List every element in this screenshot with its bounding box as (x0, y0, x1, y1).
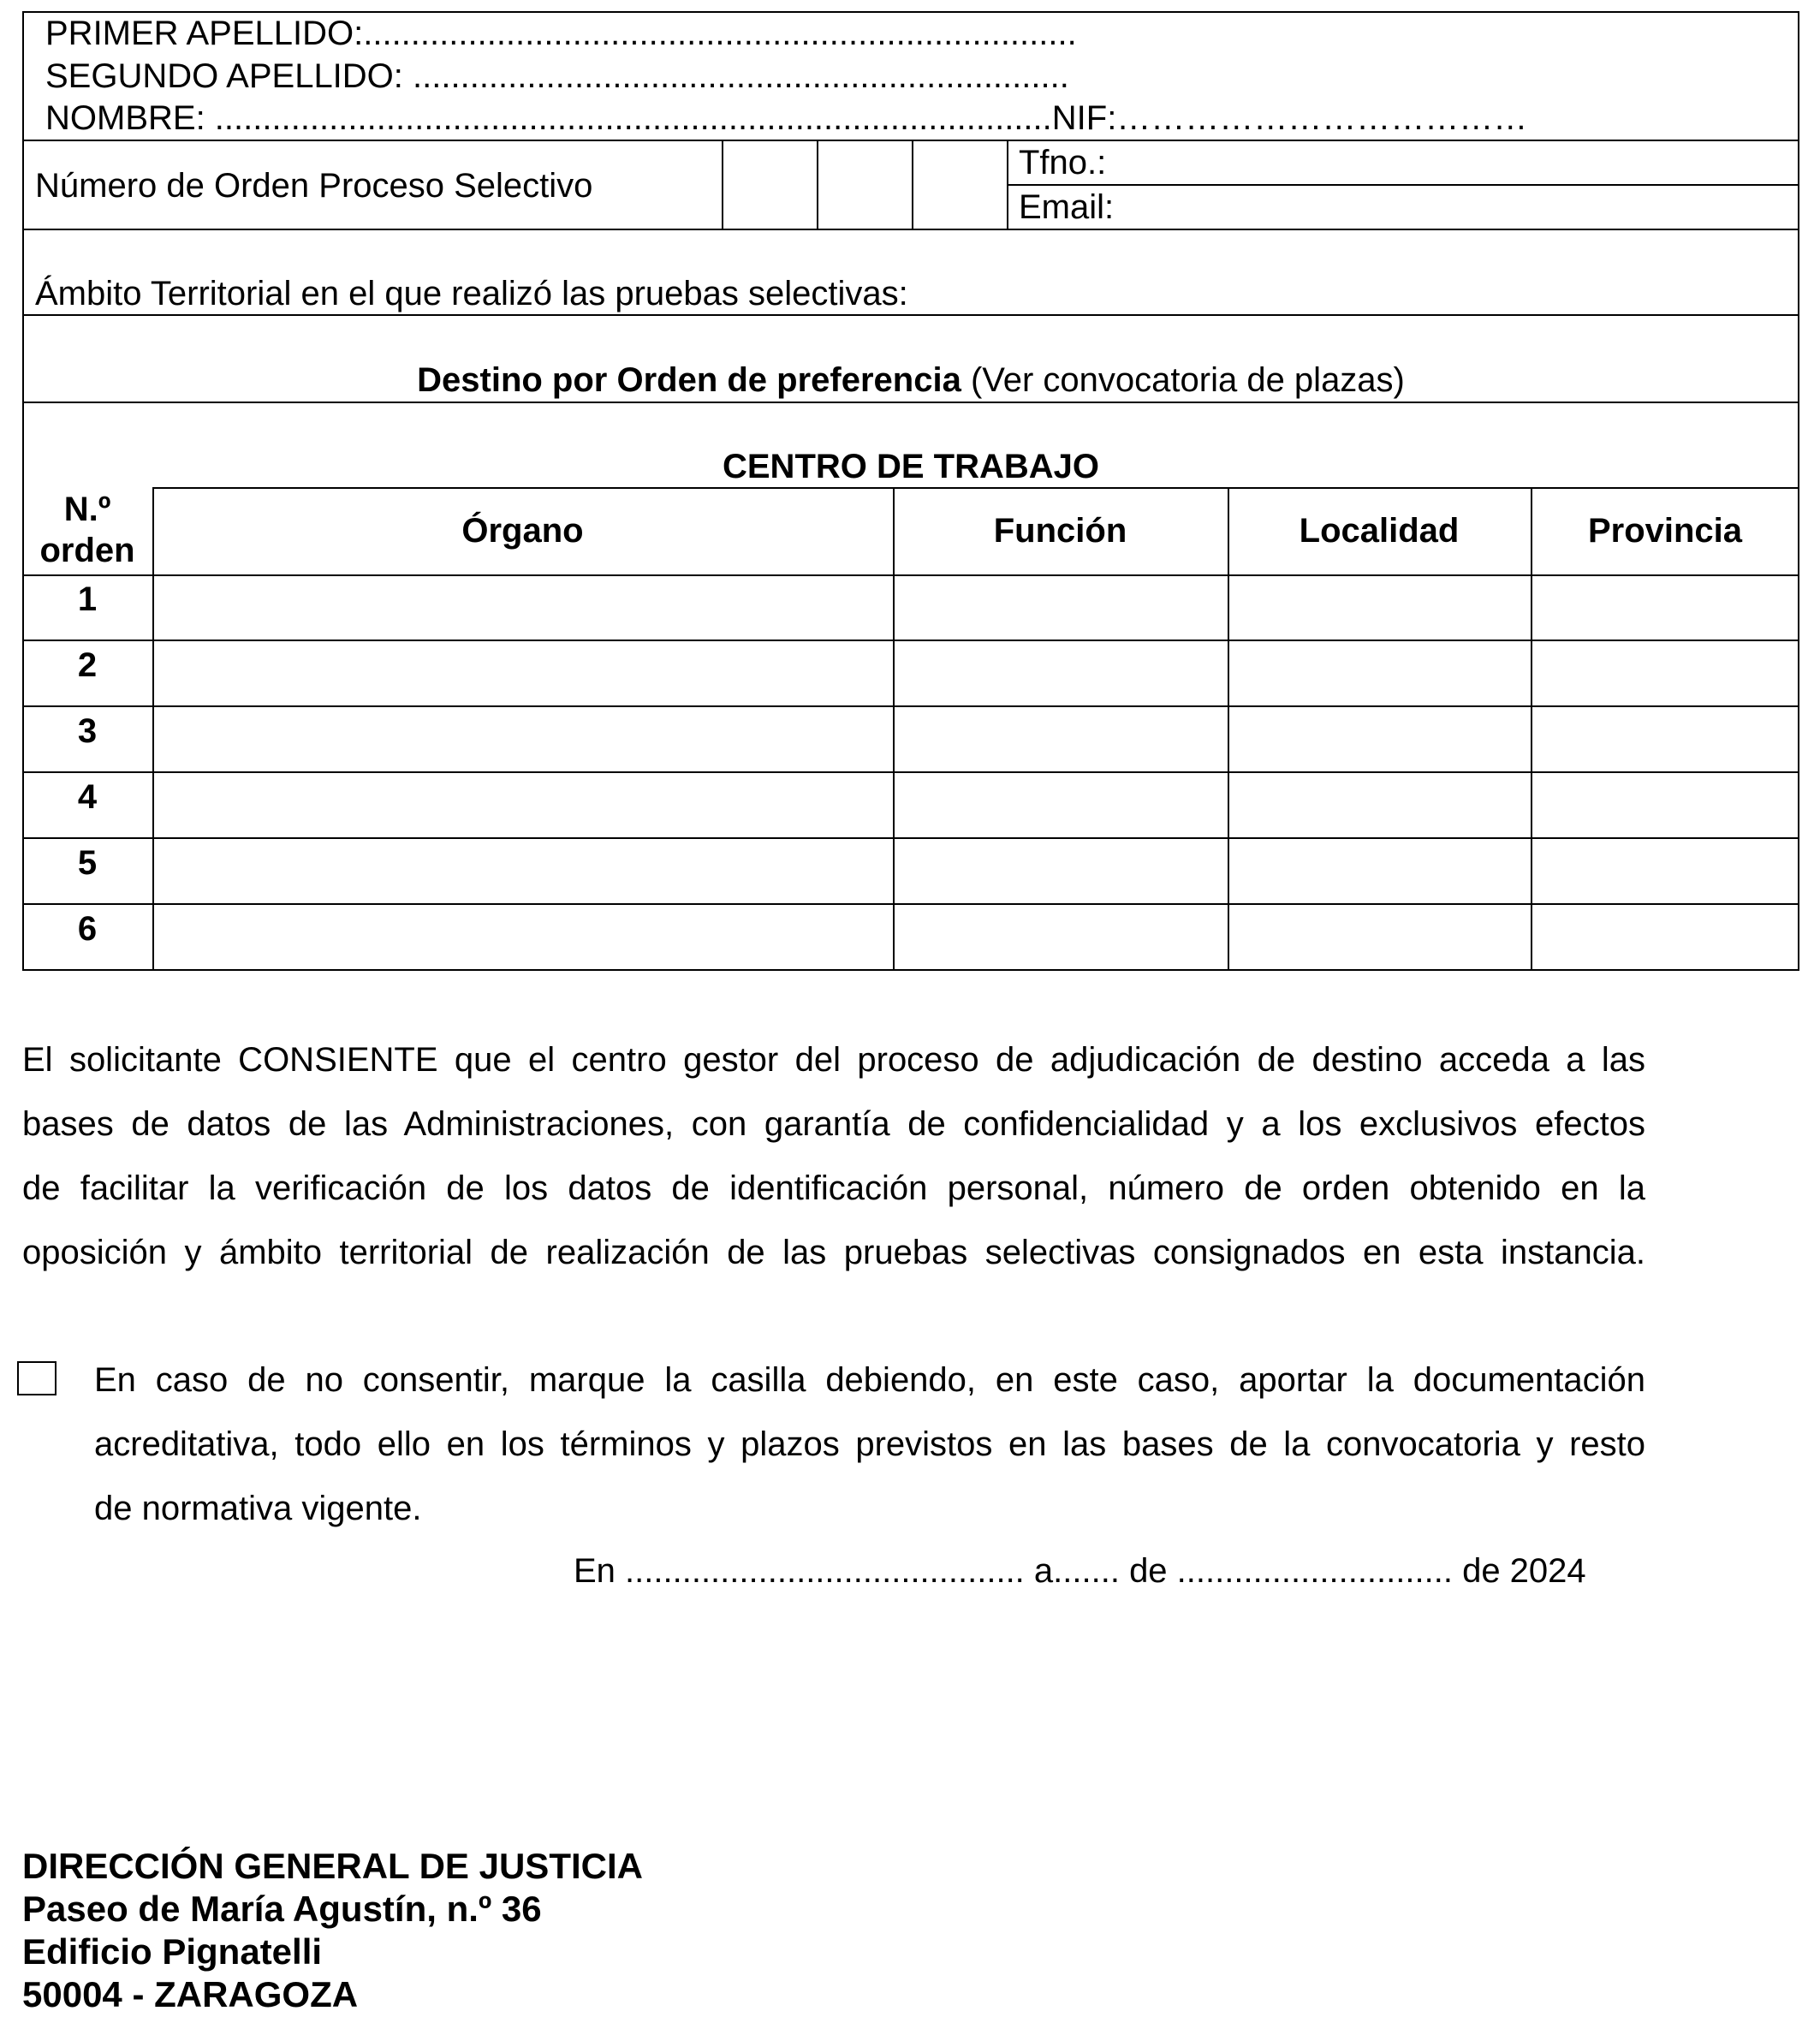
no-consent-checkbox[interactable] (17, 1361, 57, 1395)
segundo-apellido-field[interactable]: SEGUNDO APELLIDO: ..................................................................... (45, 57, 1069, 95)
divider (22, 640, 1799, 641)
email-field[interactable]: Email: (1019, 188, 1115, 226)
address-line: Edificio Pignatelli (22, 1931, 323, 1972)
application-form-table (22, 11, 1799, 971)
divider (152, 487, 1799, 489)
border-bottom (22, 969, 1799, 971)
centro-trabajo-heading: CENTRO DE TRABAJO (722, 448, 1100, 485)
divider (22, 903, 1799, 905)
address-line: DIRECCIÓN GENERAL DE JUSTICIA (22, 1846, 643, 1886)
divider (22, 771, 1799, 773)
row-number: 6 (77, 910, 98, 948)
consent-paragraph (22, 1028, 1645, 1285)
address-line: 50004 - ZARAGOZA (22, 1974, 359, 2014)
divider (22, 574, 1799, 576)
divider (817, 140, 818, 230)
col-header-orden: orden (39, 532, 135, 569)
no-consent-line: de normativa vigente. (94, 1490, 422, 1527)
no-consent-line: acreditativa, todo ello en los términos y plazos previstos en las bases de la convocatoria y resto (94, 1425, 1645, 1463)
destino-heading: Destino por Orden de preferencia (Ver convocatoria de plazas) (417, 361, 1405, 399)
address-block (22, 1845, 643, 2016)
divider (1007, 140, 1008, 230)
divider (1228, 487, 1229, 971)
tfno-field[interactable]: Tfno.: (1019, 144, 1107, 181)
row-number: 5 (77, 844, 98, 882)
divider (722, 140, 723, 230)
address-line: Paseo de María Agustín, n.º 36 (22, 1889, 542, 1929)
divider (22, 140, 1799, 141)
no-consent-line: En caso de no consentir, marque la casilla debiendo, en este caso, aportar la documentación (94, 1361, 1645, 1399)
row-number: 4 (77, 778, 98, 816)
divider (22, 402, 1799, 403)
col-header-funcion: Función (993, 512, 1127, 550)
divider (912, 140, 913, 230)
date-place-line[interactable]: En .......................................... a....... de ............................. de 2024 (574, 1552, 1586, 1590)
divider (893, 487, 895, 971)
col-header-localidad: Localidad (1299, 512, 1460, 550)
nombre-nif-field[interactable]: NOMBRE: ........................................................................................NIF:……………………………… (45, 99, 1528, 137)
divider (1007, 184, 1799, 186)
row-number: 2 (77, 646, 98, 684)
border-right (1798, 11, 1799, 971)
numero-orden-label: Número de Orden Proceso Selectivo (35, 167, 593, 205)
ambito-territorial-label: Ámbito Territorial en el que realizó las pruebas selectivas: (35, 275, 908, 312)
col-header-provincia: Provincia (1587, 512, 1743, 550)
consent-line: El solicitante CONSIENTE que el centro gestor del proceso de adjudicación de destino acceda a las (22, 1041, 1645, 1079)
divider (22, 837, 1799, 839)
row-number: 3 (77, 712, 98, 750)
col-header-organo: Órgano (461, 512, 584, 550)
consent-line: oposición y ámbito territorial de realización de las pruebas selectivas consignados en esta instancia. (22, 1234, 1645, 1271)
primer-apellido-field[interactable]: PRIMER APELLIDO:........................................................................... (45, 15, 1077, 52)
divider (22, 705, 1799, 707)
divider (22, 314, 1799, 316)
divider (1531, 487, 1532, 971)
no-consent-paragraph (94, 1348, 1645, 1541)
divider (22, 229, 1799, 230)
row-number: 1 (77, 580, 98, 618)
col-header-n: N.º (63, 491, 111, 528)
divider (152, 487, 154, 971)
consent-line: bases de datos de las Administraciones, con garantía de confidencialidad y a los exclusivos efectos (22, 1105, 1645, 1143)
consent-line: de facilitar la verificación de los datos de identificación personal, número de orden obtenido en la (22, 1169, 1645, 1207)
